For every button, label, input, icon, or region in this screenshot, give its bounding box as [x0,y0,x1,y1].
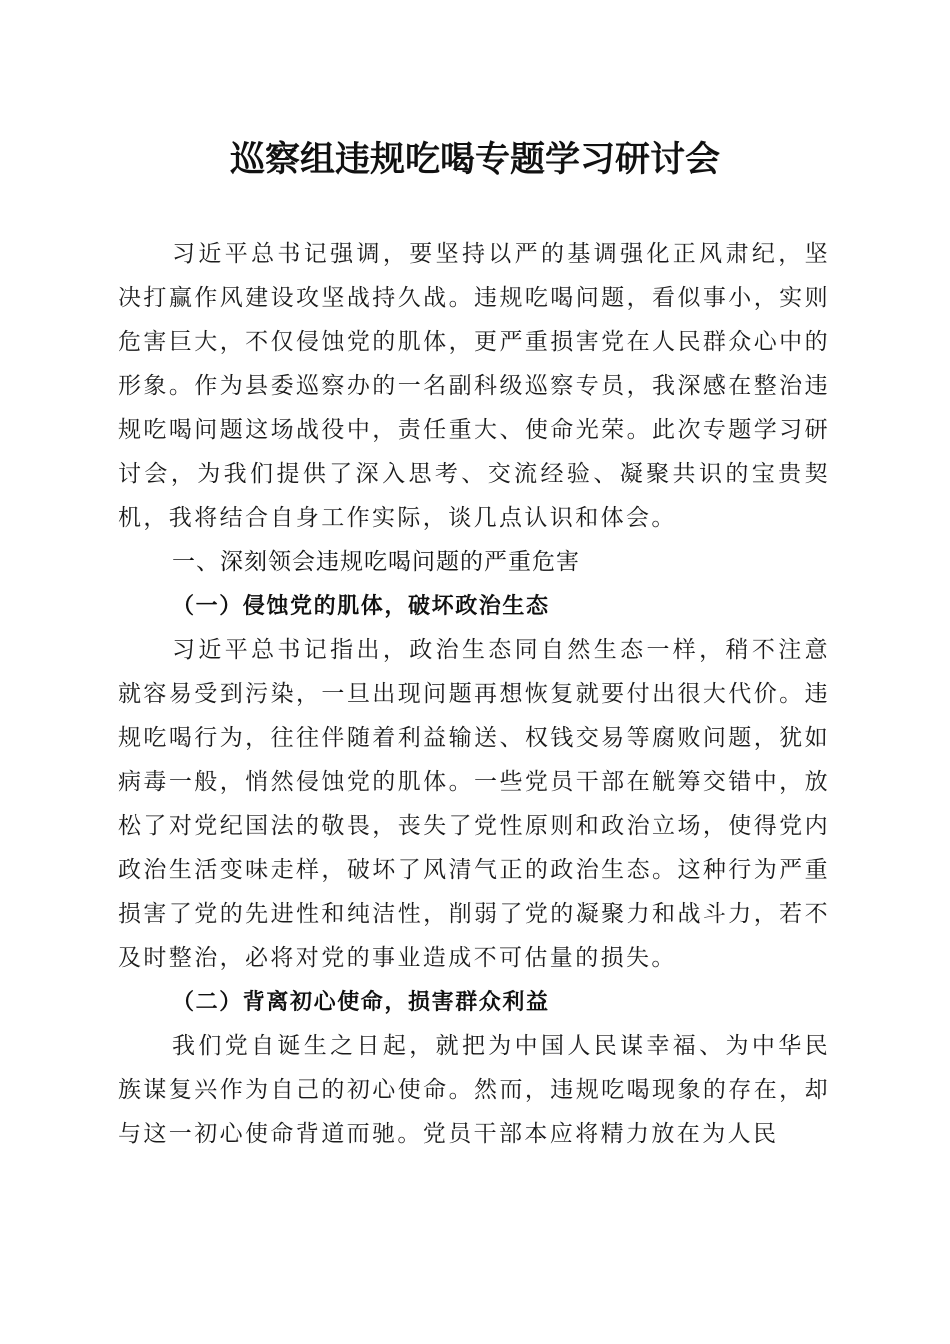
document-title: 巡察组违规吃喝专题学习研讨会 [229,139,720,180]
intro-paragraph: 习近平总书记强调，要坚持以严的基调强化正风肃纪，坚决打赢作风建设攻坚战持久战。违规吃喝问题，看似事小，实则危害巨大，不仅侵蚀党的肌体，更严重损害党在人民群众心中的形象。作为县委巡察办的一名副科级巡察专员，我深感在整治违规吃喝问题这场战役中，责任重大、使命光荣。此次专题学习研讨会，为我们提供了深入思考、交流经验、凝聚共识的宝贵契机，我将结合自身工作实际，谈几点认识和体会。 [118,241,830,531]
subsection-heading-2: （二）背离初心使命，损害群众利益 [172,989,550,1015]
subsection-heading-1: （一）侵蚀党的肌体，破坏政治生态 [172,593,550,619]
section-heading-1: 一、深刻领会违规吃喝问题的严重危害 [172,549,580,575]
document-body [118,232,830,1156]
subsection-1-paragraph: 习近平总书记指出，政治生态同自然生态一样，稍不注意就容易受到污染，一旦出现问题再想恢复就要付出很大代价。违规吃喝行为，往往伴随着利益输送、权钱交易等腐败问题，犹如病毒一般，悄然侵蚀党的肌体。一些党员干部在觥筹交错中，放松了对党纪国法的敬畏，丧失了党性原则和政治立场，使得党内政治生活变味走样，破坏了风清气正的政治生态。这种行为严重损害了党的先进性和纯洁性，削弱了党的凝聚力和战斗力，若不及时整治，必将对党的事业造成不可估量的损失。 [118,637,830,971]
subsection-2-paragraph: 我们党自诞生之日起，就把为中国人民谋幸福、为中华民族谋复兴作为自己的初心使命。然而，违规吃喝现象的存在，却与这一初心使命背道而驰。党员干部本应将精力放在为人民 [118,1033,830,1147]
